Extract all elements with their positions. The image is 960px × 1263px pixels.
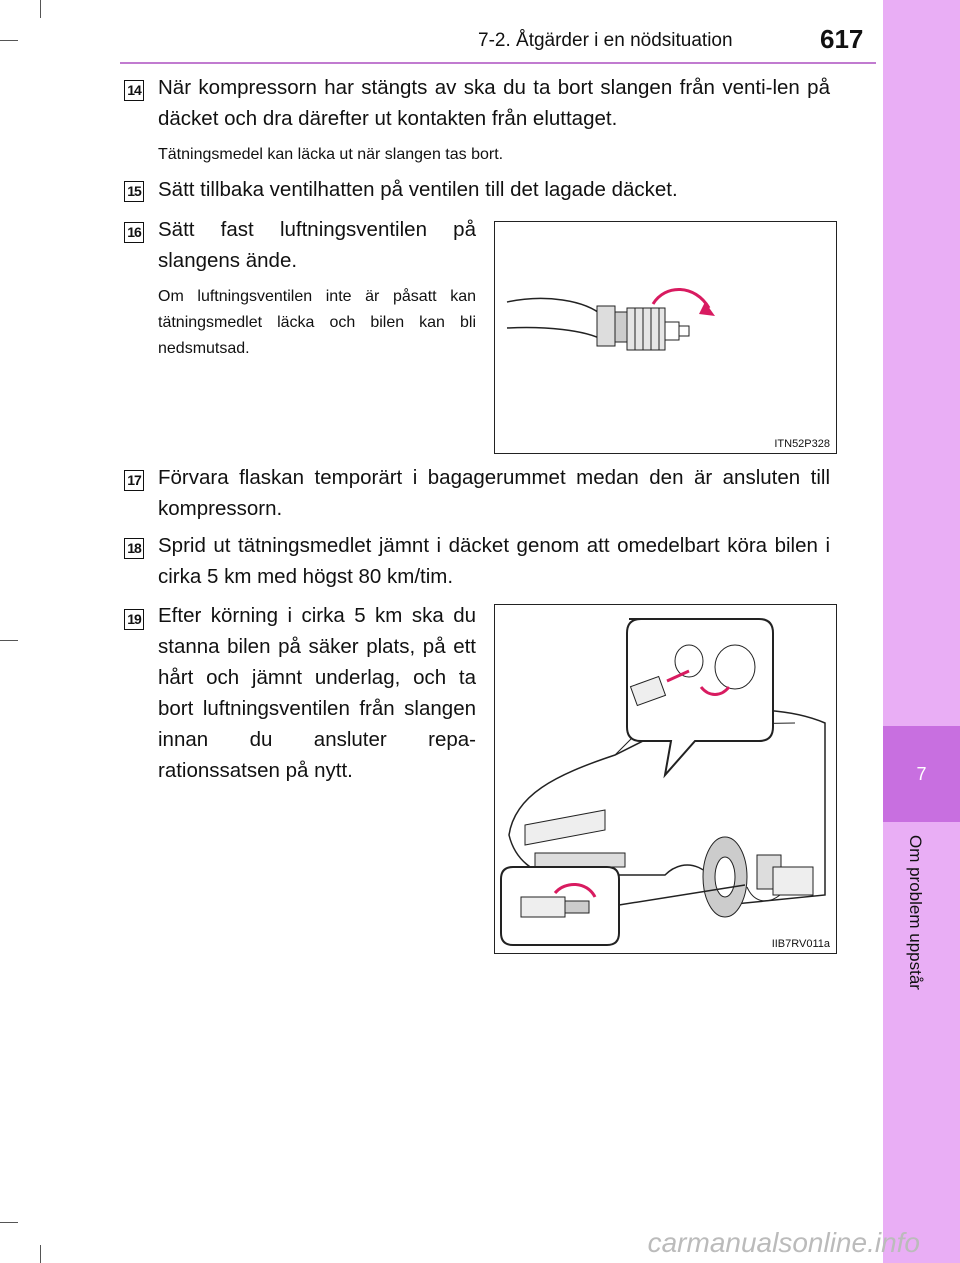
step-19-text: Efter körning i cirka 5 km ska du stanna bilen på säker plats, på ett hårt och jämnt underlag, och ta bort luftningsventilen från slangen innan du ansluter repa-rationssatsen på nytt. bbox=[158, 604, 476, 782]
step-17-text: Förvara flaskan temporärt i bagagerummet medan den är ansluten till kompressorn. bbox=[158, 466, 830, 520]
step-number-18: 18 bbox=[124, 538, 144, 559]
vent-valve-illustration bbox=[495, 222, 836, 453]
car-repair-illustration bbox=[495, 605, 836, 953]
chapter-label: Om problem uppstår bbox=[906, 835, 925, 990]
watermark: carmanualsonline.info bbox=[647, 1227, 920, 1258]
figure-code: ITN52P328 bbox=[774, 438, 830, 450]
crop-mark bbox=[0, 40, 18, 41]
figure-code: IIB7RV011a bbox=[771, 938, 830, 950]
step-number-16: 16 bbox=[124, 222, 144, 243]
step-number-15: 15 bbox=[124, 181, 144, 202]
step-16-note: Om luftningsventilen inte är påsatt kan tätningsmedlet läcka och bilen kan bli nedsmutsad. bbox=[158, 288, 476, 357]
header-rule bbox=[120, 62, 876, 64]
step-number-17: 17 bbox=[124, 470, 144, 491]
step-16-text: Sätt fast luftningsventilen på slangens ände. bbox=[158, 218, 476, 272]
crop-mark bbox=[0, 640, 18, 641]
figure-vent-valve bbox=[494, 221, 837, 454]
section-title: 7-2. Åtgärder i en nödsituation bbox=[478, 30, 733, 51]
crop-mark bbox=[40, 1245, 41, 1263]
step-number-19: 19 bbox=[124, 609, 144, 630]
step-14-text: När kompressorn har stängts av ska du ta bort slangen från venti-len på däcket och dra därefter ut kontakten från eluttaget. bbox=[158, 76, 830, 130]
chapter-sidebar bbox=[883, 0, 960, 1263]
chapter-tab bbox=[883, 726, 960, 822]
step-14-note: Tätningsmedel kan läcka ut när slangen tas bort. bbox=[158, 146, 504, 163]
crop-mark bbox=[0, 1222, 18, 1223]
step-18-text: Sprid ut tätningsmedlet jämnt i däcket genom att omedelbart köra bilen i cirka 5 km med högst 80 km/tim. bbox=[158, 534, 830, 588]
page-number: 617 bbox=[820, 24, 864, 54]
figure-car-repair-kit bbox=[494, 604, 837, 954]
chapter-number: 7 bbox=[916, 764, 927, 784]
crop-mark bbox=[40, 0, 41, 18]
step-number-14: 14 bbox=[124, 80, 144, 101]
step-15-text: Sätt tillbaka ventilhatten på ventilen till det lagade däcket. bbox=[158, 178, 678, 201]
